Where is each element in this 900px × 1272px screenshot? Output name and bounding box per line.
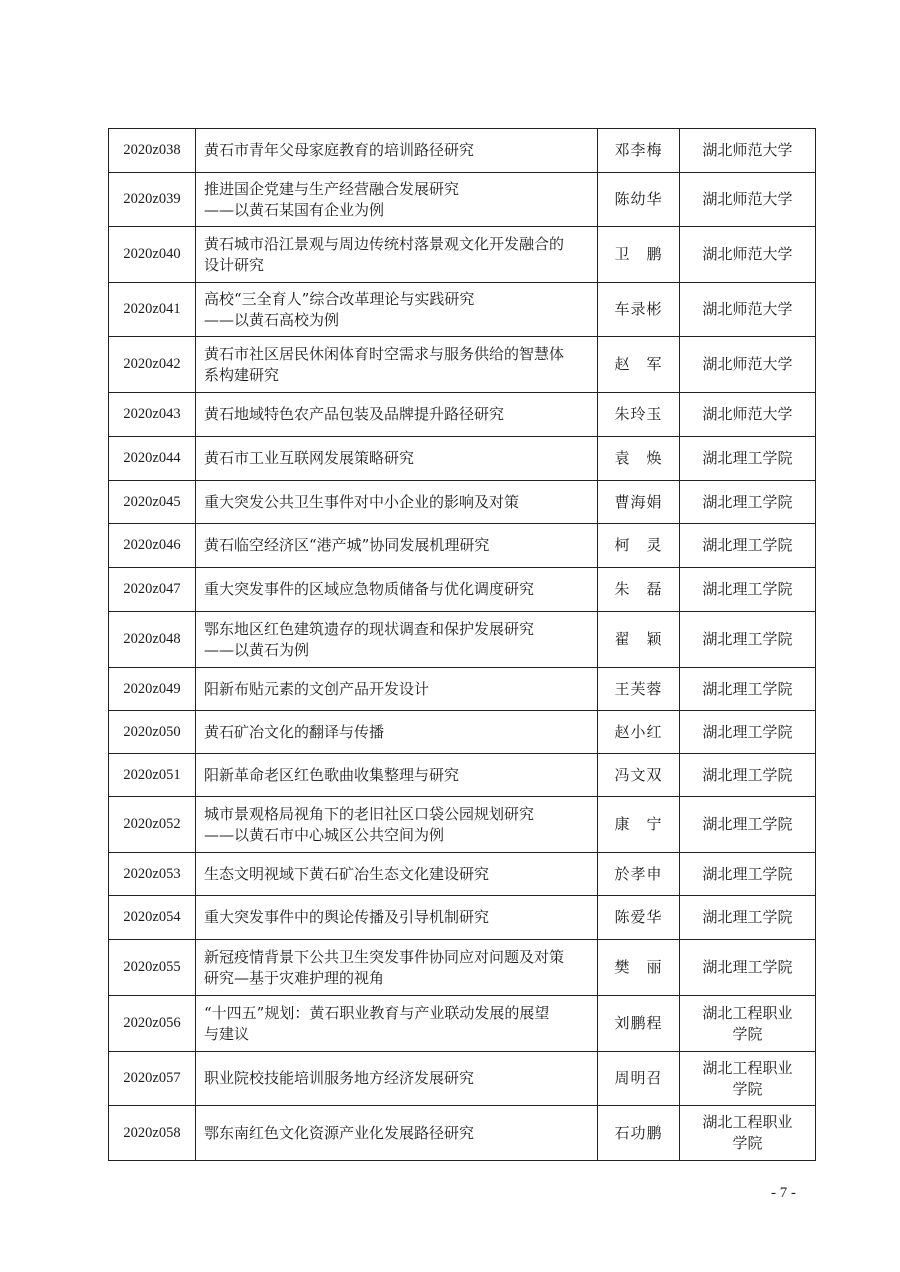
project-title-cell <box>196 568 598 612</box>
institution-line: 学院 <box>732 1024 763 1043</box>
project-code-cell: 2020z057 <box>109 1052 196 1106</box>
page-number: - 7 - <box>771 1185 796 1201</box>
institution-line: 湖北师范大学 <box>702 300 793 318</box>
table-row <box>109 173 816 227</box>
project-code-cell: 2020z039 <box>109 173 196 227</box>
project-title-cell <box>196 524 598 568</box>
institution-cell <box>680 754 816 797</box>
institution-line: 湖北理工学院 <box>702 765 793 784</box>
project-title-cell <box>196 1052 598 1106</box>
project-leader-cell: 康 宁 <box>598 797 680 853</box>
project-title-line: 黄石城市沿江景观与周边传统村落景观文化开发融合的 <box>204 234 565 253</box>
table-row <box>109 129 816 173</box>
institution-line: 学院 <box>732 1134 763 1152</box>
project-code-cell: 2020z049 <box>109 668 196 711</box>
project-table-body <box>109 129 816 1161</box>
project-code-cell: 2020z044 <box>109 437 196 481</box>
project-title-cell <box>196 896 598 940</box>
project-title-cell <box>196 337 598 393</box>
institution-line: 湖北理工学院 <box>702 722 793 741</box>
project-title-cell <box>196 393 598 437</box>
institution-line: 湖北理工学院 <box>702 864 793 883</box>
project-title-line: ——以黄石市中心城区公共空间为例 <box>204 825 445 844</box>
institution-line: 湖北工程职业 <box>702 1003 793 1022</box>
project-title-cell <box>196 173 598 227</box>
institution-cell <box>680 896 816 940</box>
project-code-cell: 2020z048 <box>109 612 196 668</box>
project-leader-cell: 车录彬 <box>598 283 680 337</box>
table-row <box>109 568 816 612</box>
project-title-cell <box>196 129 598 173</box>
project-title-line: 研究—基于灾难护理的视角 <box>204 968 385 987</box>
table-row <box>109 437 816 481</box>
table-row <box>109 668 816 711</box>
project-title-cell <box>196 668 598 711</box>
project-leader-cell: 樊 丽 <box>598 940 680 996</box>
table-row <box>109 337 816 393</box>
project-leader-cell: 卫 鹏 <box>598 227 680 283</box>
project-table-container <box>108 128 815 1161</box>
project-leader-cell: 柯 灵 <box>598 524 680 568</box>
project-title-cell <box>196 754 598 797</box>
project-title-line: ——以黄石某国有企业为例 <box>204 200 385 219</box>
project-code-cell: 2020z047 <box>109 568 196 612</box>
project-code-cell: 2020z054 <box>109 896 196 940</box>
project-title-cell <box>196 853 598 896</box>
project-title-line: “十四五”规划：黄石职业教育与产业联动发展的展望 <box>204 1003 550 1022</box>
project-code-cell: 2020z058 <box>109 1106 196 1161</box>
institution-line: 湖北理工学院 <box>702 815 793 833</box>
project-title-line: 黄石矿冶文化的翻译与传播 <box>204 722 385 741</box>
institution-cell <box>680 129 816 173</box>
project-code-cell: 2020z056 <box>109 996 196 1052</box>
institution-line: 湖北理工学院 <box>702 492 793 511</box>
project-leader-cell: 刘鹏程 <box>598 996 680 1052</box>
institution-cell <box>680 940 816 996</box>
institution-cell <box>680 1106 816 1161</box>
project-code-cell: 2020z045 <box>109 481 196 524</box>
project-title-line: 设计研究 <box>204 255 265 274</box>
table-row <box>109 797 816 853</box>
project-title-cell <box>196 711 598 754</box>
project-leader-cell: 朱玲玉 <box>598 393 680 437</box>
table-row <box>109 481 816 524</box>
institution-line: 湖北师范大学 <box>702 141 793 159</box>
project-leader-cell: 袁 焕 <box>598 437 680 481</box>
table-row <box>109 754 816 797</box>
project-code-cell: 2020z042 <box>109 337 196 393</box>
institution-line: 湖北理工学院 <box>702 449 793 467</box>
table-row <box>109 940 816 996</box>
table-row <box>109 896 816 940</box>
table-row <box>109 1052 816 1106</box>
project-leader-cell: 赵小红 <box>598 711 680 754</box>
project-title-line: 高校“三全育人”综合改革理论与实践研究 <box>204 289 475 308</box>
project-title-cell <box>196 227 598 283</box>
project-title-line: 鄂东南红色文化资源产业化发展路径研究 <box>204 1123 475 1142</box>
institution-cell <box>680 173 816 227</box>
project-title-line: 与建议 <box>204 1024 250 1043</box>
table-row <box>109 996 816 1052</box>
project-table <box>108 128 816 1161</box>
project-code-cell: 2020z043 <box>109 393 196 437</box>
institution-cell <box>680 853 816 896</box>
project-code-cell: 2020z046 <box>109 524 196 568</box>
institution-line: 湖北理工学院 <box>702 580 793 598</box>
table-row <box>109 393 816 437</box>
project-code-cell: 2020z051 <box>109 754 196 797</box>
project-leader-cell: 邓李梅 <box>598 129 680 173</box>
project-leader-cell: 冯文双 <box>598 754 680 797</box>
project-code-cell: 2020z040 <box>109 227 196 283</box>
institution-line: 湖北理工学院 <box>702 536 793 554</box>
project-leader-cell: 陈爱华 <box>598 896 680 940</box>
project-title-line: 城市景观格局视角下的老旧社区口袋公园规划研究 <box>204 804 535 823</box>
project-title-cell <box>196 481 598 524</box>
project-title-line: 新冠疫情背景下公共卫生突发事件协同应对问题及对策 <box>204 947 565 966</box>
institution-cell <box>680 227 816 283</box>
project-title-line: 黄石地域特色农产品包装及品牌提升路径研究 <box>204 405 505 423</box>
project-leader-cell: 赵 军 <box>598 337 680 393</box>
project-title-line: 黄石市社区居民休闲体育时空需求与服务供给的智慧体 <box>204 344 565 363</box>
project-leader-cell: 石功鹏 <box>598 1106 680 1161</box>
project-title-line: 鄂东地区红色建筑遗存的现状调查和保护发展研究 <box>204 619 535 638</box>
project-title-line: 阳新革命老区红色歌曲收集整理与研究 <box>204 765 460 784</box>
institution-line: 湖北师范大学 <box>702 245 793 263</box>
institution-line: 湖北理工学院 <box>702 630 793 648</box>
institution-cell <box>680 481 816 524</box>
institution-cell <box>680 337 816 393</box>
project-title-line: 黄石市工业互联网发展策略研究 <box>204 449 415 467</box>
project-title-line: 重大突发公共卫生事件对中小企业的影响及对策 <box>204 492 520 511</box>
institution-line: 学院 <box>732 1079 763 1098</box>
table-row <box>109 853 816 896</box>
table-row <box>109 711 816 754</box>
institution-cell <box>680 668 816 711</box>
project-code-cell: 2020z052 <box>109 797 196 853</box>
institution-line: 湖北师范大学 <box>702 405 793 423</box>
institution-cell <box>680 283 816 337</box>
project-title-line: ——以黄石为例 <box>204 640 310 659</box>
institution-cell <box>680 393 816 437</box>
table-row <box>109 524 816 568</box>
project-title-cell <box>196 996 598 1052</box>
project-leader-cell: 於孝申 <box>598 853 680 896</box>
project-code-cell: 2020z055 <box>109 940 196 996</box>
project-title-cell <box>196 612 598 668</box>
institution-cell <box>680 612 816 668</box>
institution-cell <box>680 996 816 1052</box>
project-title-line: 黄石临空经济区“港产城”协同发展机理研究 <box>204 536 490 554</box>
project-title-line: ——以黄石高校为例 <box>204 310 340 329</box>
institution-line: 湖北工程职业 <box>702 1113 793 1131</box>
table-row <box>109 612 816 668</box>
project-title-line: 生态文明视域下黄石矿冶生态文化建设研究 <box>204 864 490 883</box>
institution-cell <box>680 524 816 568</box>
project-title-cell <box>196 1106 598 1161</box>
project-code-cell: 2020z050 <box>109 711 196 754</box>
institution-cell <box>680 437 816 481</box>
table-row <box>109 227 816 283</box>
project-code-cell: 2020z053 <box>109 853 196 896</box>
project-title-line: 推进国企党建与生产经营融合发展研究 <box>204 179 460 198</box>
project-code-cell: 2020z038 <box>109 129 196 173</box>
institution-line: 湖北理工学院 <box>702 679 793 698</box>
project-leader-cell: 陈幼华 <box>598 173 680 227</box>
institution-line: 湖北师范大学 <box>702 190 793 208</box>
project-leader-cell: 周明召 <box>598 1052 680 1106</box>
project-title-line: 重大突发事件中的舆论传播及引导机制研究 <box>204 908 490 926</box>
institution-cell <box>680 711 816 754</box>
project-leader-cell: 王芙蓉 <box>598 668 680 711</box>
project-title-line: 职业院校技能培训服务地方经济发展研究 <box>204 1069 475 1087</box>
table-row <box>109 1106 816 1161</box>
project-leader-cell: 翟 颖 <box>598 612 680 668</box>
institution-line: 湖北理工学院 <box>702 958 793 976</box>
institution-cell <box>680 1052 816 1106</box>
project-title-line: 阳新布贴元素的文创产品开发设计 <box>204 679 430 698</box>
project-leader-cell: 朱 磊 <box>598 568 680 612</box>
project-title-line: 黄石市青年父母家庭教育的培训路径研究 <box>204 141 475 159</box>
institution-cell <box>680 797 816 853</box>
institution-line: 湖北工程职业 <box>702 1058 793 1077</box>
institution-cell <box>680 568 816 612</box>
institution-line: 湖北师范大学 <box>702 355 793 373</box>
project-title-cell <box>196 283 598 337</box>
institution-line: 湖北理工学院 <box>702 908 793 926</box>
project-title-cell <box>196 797 598 853</box>
project-title-line: 重大突发事件的区域应急物质储备与优化调度研究 <box>204 580 535 598</box>
project-title-cell <box>196 940 598 996</box>
table-row <box>109 283 816 337</box>
project-title-cell <box>196 437 598 481</box>
project-code-cell: 2020z041 <box>109 283 196 337</box>
project-title-line: 系构建研究 <box>204 365 280 384</box>
project-leader-cell: 曹海娟 <box>598 481 680 524</box>
